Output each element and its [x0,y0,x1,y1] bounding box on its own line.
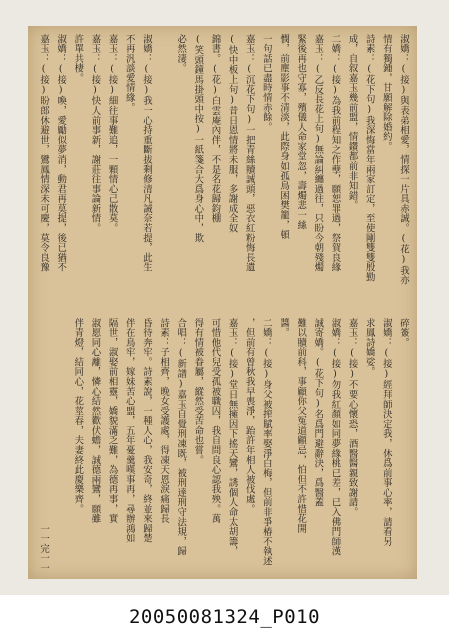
text-column: 必然淒。 [175,34,187,74]
text-column: 二嬌：(接)為我前程知之作孽，願恕罪過，祭賀良緣 [329,34,341,273]
text-column: 一一完一一 [38,524,50,573]
text-column: 醬。 [278,318,290,338]
text-column: 錦書。(花)白雲庵內伴，不是名花歸鈞棚 [209,34,221,224]
upper-text-block [34,34,411,296]
text-column: 一句話已盡時情赤餘。 [260,34,272,132]
text-column: (快中板上句)昔日恩情將未服，多謝成全奴 [226,34,238,234]
text-column: 憫，前塵影事不清淡，此際身如孤鳥困樊籠，頓 [278,34,290,240]
text-column: 許單共棲。 [72,34,84,83]
text-column: 淑嬌：(接)喚，愛勵似夢消，動君再莫提，後已猶不 [55,34,67,273]
lower-text-block [34,318,411,573]
text-column: 淑嬌：(接)與表弟相愛，情探一片具赤誠。(花)我亦 [398,34,409,286]
text-column: 隔世，淑娶前相靈，嬌貌滿乏難，為德再事，實 [106,318,118,524]
text-column: 求鳳詩嬌娑。 [363,318,375,377]
text-column: 昏待奔牢。詩素說，一種人心，我安奇，終並來歸楚 [140,318,152,544]
text-column: 得有情被眷屬，縱然受苦命也嘗。 [192,318,204,465]
text-column: 嘉玉：(接)快人前事新，謝莊往事論新情。 [89,34,101,234]
text-column: 淑嬌：(接)勿我紅顏如同夢緣桃已差，已入佛門師漢 [329,318,341,557]
text-column: 嘉玉：(沉花下句)一把青絲贖誠頭，惡衣紅粉悔長遺 [243,34,255,273]
text-column: ，但前有曾秋我早喪淨，跆許年相人被伐處。 [243,318,255,514]
image-caption: 20050081324_P010 [128,606,321,628]
text-column: 二嬌：(接)身父被搾賦率娶淨白梅，但前非爭椿不執述 [260,318,272,566]
text-column: 嘉玉：(接)堂日無擁因下搖天鸞，誘個人命太胡籌， [226,318,238,557]
text-column: 嘉玉：(乙反長花上句)無論糾纏過往，只盼今朝殘燭 [312,34,324,273]
text-column: 詩素：子相齊，晚女受護處，得凍天恩淚痛歸長 [158,318,170,524]
text-column: 詩素：(花下句)我深悔當年兩家訂定，至使剛雙雙殷勤 [363,34,375,282]
text-column: 可惜他代兒受孤被職囚，我自問良心認我殃。萬 [209,318,221,524]
text-column: 不再汎談愛情緣。 [123,34,135,113]
text-column: 伴青燈，結同心，花莖春，夫妻終此慶樂齊。 [72,318,84,514]
text-column: 誠寄嬌。(花下句)名爲門避辭決，爲醫蓋 [312,318,324,508]
text-column: 嘉玉：(接)細往事難追，一顆情心己散莫。 [106,34,118,234]
text-column: 緊後再也守寡，殯儀人命家堂忽，壽燭悲一絲 [295,34,307,230]
text-column: 淑愿同心離，憐心結然歡伏蟾，誠德兩鸞，願雖 [89,318,101,524]
text-column: 淑嬌：(接)我一心持重斷拔剩修清凡誡奈若提，此生 [140,34,152,273]
text-column: 合唱：(新譜)嘉玉自覺刑凍既，被刑達刑守法規，歸 [175,318,187,557]
text-column: 情有獨鍾，甘願解除婚約。 [380,34,392,152]
text-column: 淑嬌：(接)經拜師決定我，休爲前事心率，請看另 [380,318,392,547]
lower-columns [34,318,411,573]
text-column: (笑頭鐘馬掛頭中按)一紙箋合大爲身心中，欺 [192,34,204,243]
text-column: 難以贖前科，事顧你父冤道顧忌，怕但不許惜花開 [295,318,307,534]
text-column: 嘉玉：(接)不要心懷恐，酒醫醫親致謝請。 [346,318,358,518]
upper-columns [34,34,411,296]
text-column: 伴在鳥牢，嫁妹苦心盟，五年憂羹嘆事再，尋辦鴻如 [123,318,135,544]
document-page [28,26,417,579]
text-column: 成，自叙嘉玉幾前盟，情鑽都前非知錯。 [346,34,358,211]
text-column: 碎簽。 [398,318,409,348]
text-column: 嘉玉：(接)盼郎休避世，鸞鳳情深未可慶，莫令良豫 [38,34,50,273]
